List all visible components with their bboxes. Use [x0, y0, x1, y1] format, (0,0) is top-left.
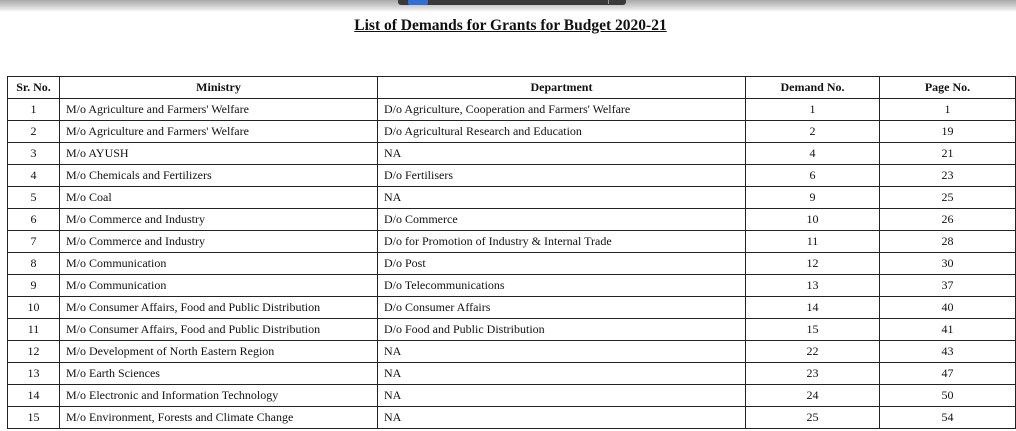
- cell-page-no: 1: [880, 99, 1016, 121]
- cell-ministry: M/o AYUSH: [60, 143, 378, 165]
- cell-department: D/o for Promotion of Industry & Internal Trade: [378, 231, 746, 253]
- header-ministry: Ministry: [60, 77, 378, 99]
- cell-ministry: M/o Earth Sciences: [60, 363, 378, 385]
- toolbar-button[interactable]: [408, 0, 428, 5]
- cell-ministry: M/o Chemicals and Fertilizers: [60, 165, 378, 187]
- cell-sr-no: 4: [8, 165, 60, 187]
- cell-page-no: 41: [880, 319, 1016, 341]
- cell-sr-no: 7: [8, 231, 60, 253]
- cell-demand-no: 22: [746, 341, 880, 363]
- cell-ministry: M/o Consumer Affairs, Food and Public Distribution: [60, 297, 378, 319]
- cell-department: D/o Post: [378, 253, 746, 275]
- cell-page-no: 30: [880, 253, 1016, 275]
- cell-page-no: 47: [880, 363, 1016, 385]
- cell-sr-no: 14: [8, 385, 60, 407]
- cell-ministry: M/o Commerce and Industry: [60, 209, 378, 231]
- demands-table: [7, 76, 1016, 429]
- cell-department: D/o Consumer Affairs: [378, 297, 746, 319]
- table-row: [8, 341, 1016, 363]
- cell-ministry: M/o Consumer Affairs, Food and Public Distribution: [60, 319, 378, 341]
- cell-page-no: 43: [880, 341, 1016, 363]
- cell-department: D/o Food and Public Distribution: [378, 319, 746, 341]
- cell-ministry: M/o Electronic and Information Technology: [60, 385, 378, 407]
- cell-demand-no: 15: [746, 319, 880, 341]
- cell-department: D/o Agriculture, Cooperation and Farmers' Welfare: [378, 99, 746, 121]
- table-row: [8, 385, 1016, 407]
- cell-demand-no: 24: [746, 385, 880, 407]
- table-row: [8, 143, 1016, 165]
- cell-page-no: 28: [880, 231, 1016, 253]
- cell-demand-no: 10: [746, 209, 880, 231]
- cell-ministry: M/o Commerce and Industry: [60, 231, 378, 253]
- cell-demand-no: 14: [746, 297, 880, 319]
- cell-demand-no: 6: [746, 165, 880, 187]
- table-header-row: [8, 77, 1016, 99]
- header-page-no: Page No.: [880, 77, 1016, 99]
- cell-page-no: 54: [880, 407, 1016, 429]
- document-title: List of Demands for Grants for Budget 2020-21: [354, 17, 667, 34]
- cell-department: D/o Commerce: [378, 209, 746, 231]
- cell-page-no: 25: [880, 187, 1016, 209]
- cell-sr-no: 10: [8, 297, 60, 319]
- cell-page-no: 40: [880, 297, 1016, 319]
- cell-sr-no: 12: [8, 341, 60, 363]
- cell-sr-no: 9: [8, 275, 60, 297]
- table-row: [8, 231, 1016, 253]
- cell-page-no: 23: [880, 165, 1016, 187]
- cell-ministry: M/o Environment, Forests and Climate Change: [60, 407, 378, 429]
- viewer-toolbar[interactable]: [398, 0, 626, 5]
- cell-demand-no: 4: [746, 143, 880, 165]
- table-row: [8, 319, 1016, 341]
- table-row: [8, 209, 1016, 231]
- cell-page-no: 26: [880, 209, 1016, 231]
- cell-page-no: 37: [880, 275, 1016, 297]
- cell-department: NA: [378, 407, 746, 429]
- cell-demand-no: 11: [746, 231, 880, 253]
- cell-ministry: M/o Development of North Eastern Region: [60, 341, 378, 363]
- table-row: [8, 407, 1016, 429]
- cell-page-no: 19: [880, 121, 1016, 143]
- header-department: Department: [378, 77, 746, 99]
- table-row: [8, 165, 1016, 187]
- cell-department: NA: [378, 385, 746, 407]
- cell-sr-no: 15: [8, 407, 60, 429]
- cell-ministry: M/o Communication: [60, 253, 378, 275]
- table-row: [8, 121, 1016, 143]
- cell-demand-no: 1: [746, 99, 880, 121]
- table-row: [8, 297, 1016, 319]
- table-row: [8, 187, 1016, 209]
- cell-ministry: M/o Agriculture and Farmers' Welfare: [60, 99, 378, 121]
- cell-demand-no: 9: [746, 187, 880, 209]
- toolbar-divider: [608, 0, 609, 4]
- cell-department: D/o Fertilisers: [378, 165, 746, 187]
- cell-sr-no: 1: [8, 99, 60, 121]
- header-demand-no: Demand No.: [746, 77, 880, 99]
- cell-page-no: 50: [880, 385, 1016, 407]
- table-row: [8, 253, 1016, 275]
- table-row: [8, 275, 1016, 297]
- header-sr-no: Sr. No.: [8, 77, 60, 99]
- cell-department: NA: [378, 143, 746, 165]
- cell-sr-no: 11: [8, 319, 60, 341]
- cell-department: NA: [378, 341, 746, 363]
- table-row: [8, 99, 1016, 121]
- cell-page-no: 21: [880, 143, 1016, 165]
- cell-demand-no: 25: [746, 407, 880, 429]
- cell-ministry: M/o Agriculture and Farmers' Welfare: [60, 121, 378, 143]
- cell-sr-no: 5: [8, 187, 60, 209]
- cell-demand-no: 13: [746, 275, 880, 297]
- cell-sr-no: 3: [8, 143, 60, 165]
- cell-demand-no: 2: [746, 121, 880, 143]
- cell-department: NA: [378, 187, 746, 209]
- table-row: [8, 363, 1016, 385]
- cell-ministry: M/o Coal: [60, 187, 378, 209]
- cell-sr-no: 13: [8, 363, 60, 385]
- cell-sr-no: 6: [8, 209, 60, 231]
- cell-demand-no: 12: [746, 253, 880, 275]
- cell-demand-no: 23: [746, 363, 880, 385]
- cell-department: D/o Telecommunications: [378, 275, 746, 297]
- cell-department: D/o Agricultural Research and Education: [378, 121, 746, 143]
- cell-department: NA: [378, 363, 746, 385]
- cell-sr-no: 2: [8, 121, 60, 143]
- cell-ministry: M/o Communication: [60, 275, 378, 297]
- cell-sr-no: 8: [8, 253, 60, 275]
